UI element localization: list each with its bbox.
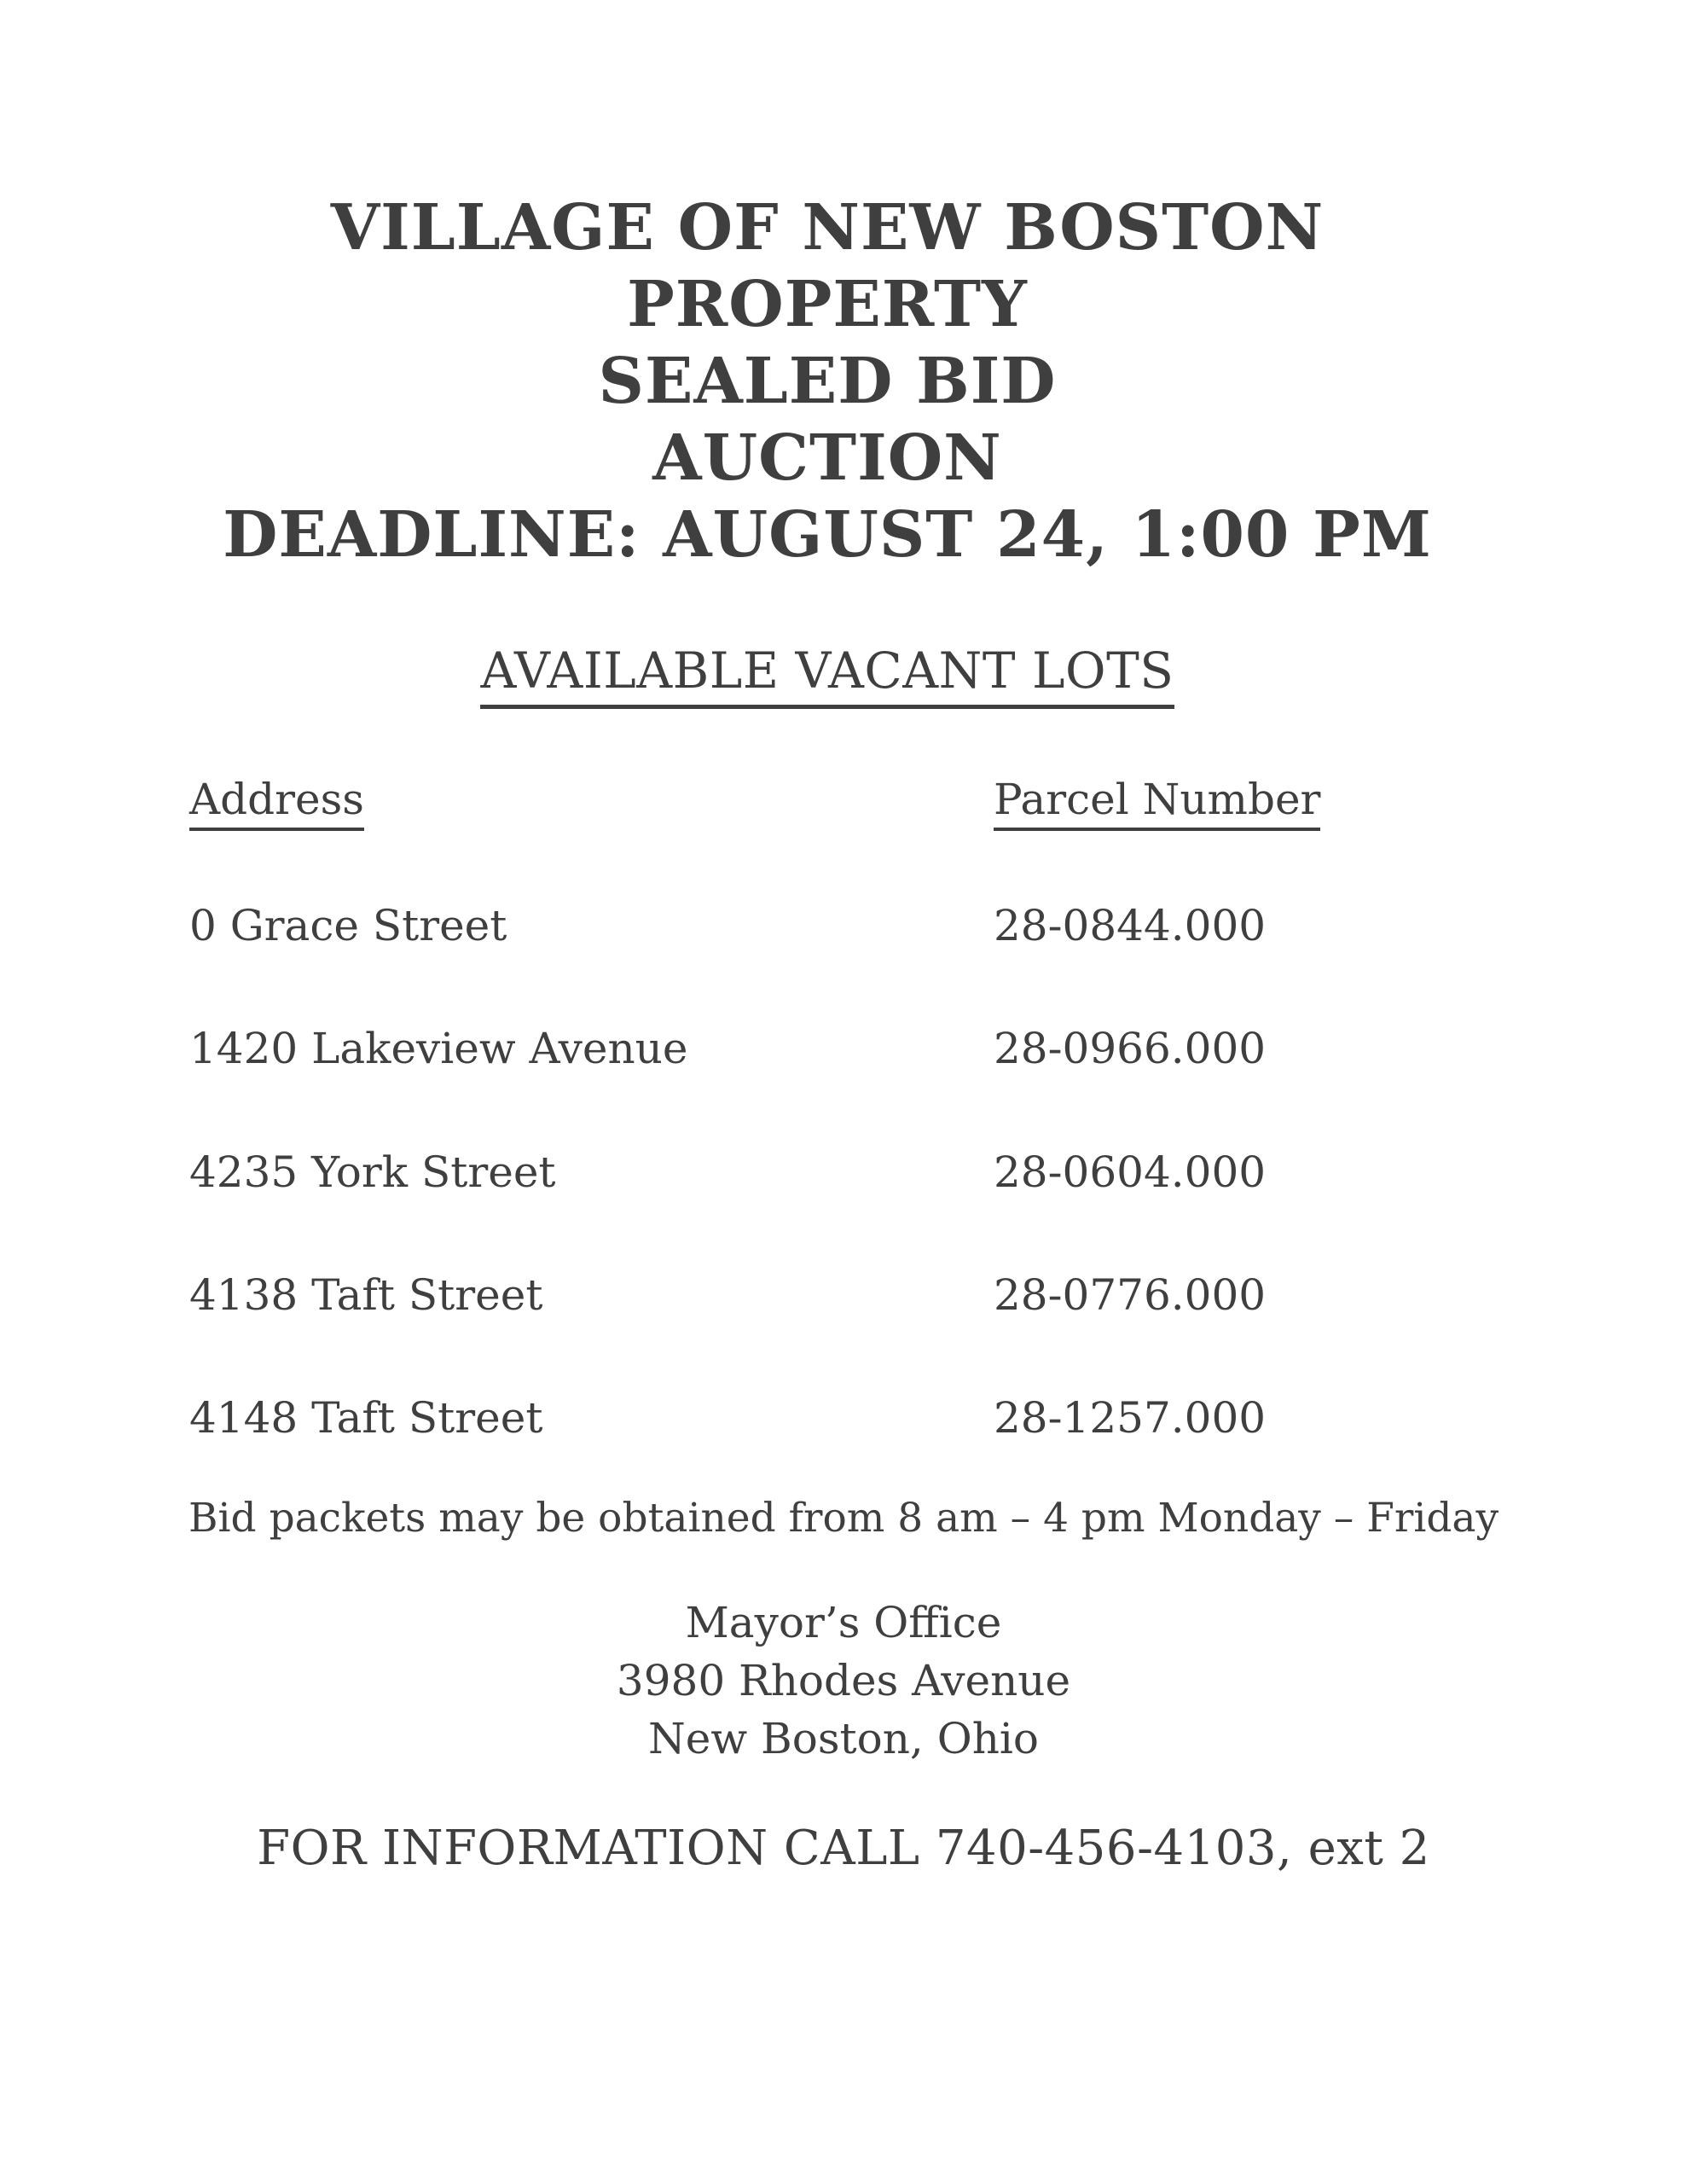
title-line-3: SEALED BID <box>598 345 1057 418</box>
parcel-cell: 28-0604.000 <box>994 1147 1267 1197</box>
address-cell: 4235 York Street <box>189 1147 556 1197</box>
title-line-2: PROPERTY <box>627 268 1028 341</box>
address-cell: 0 Grace Street <box>189 901 507 950</box>
address-cell: 4148 Taft Street <box>189 1393 543 1443</box>
office-line-city: New Boston, Ohio <box>647 1714 1039 1763</box>
address-cell: 4138 Taft Street <box>189 1270 543 1320</box>
parcel-cell: 28-0776.000 <box>994 1270 1267 1320</box>
parcel-cell: 28-0844.000 <box>994 901 1267 950</box>
office-line-name: Mayor’s Office <box>685 1598 1002 1647</box>
title-line-4: AUCTION <box>652 421 1002 495</box>
column-header-address: Address <box>189 775 364 831</box>
address-cell: 1420 Lakeview Avenue <box>189 1024 688 1073</box>
parcel-cell: 28-1257.000 <box>994 1393 1267 1443</box>
title-line-deadline: DEADLINE: AUGUST 24, 1:00 PM <box>223 498 1432 572</box>
title-line-1: VILLAGE OF NEW BOSTON <box>330 191 1325 264</box>
footer-contact: FOR INFORMATION CALL 740-456-4103, ext 2 <box>257 1821 1430 1876</box>
office-address-block <box>0 1594 1687 1768</box>
parcel-cell: 28-0966.000 <box>994 1024 1267 1073</box>
section-heading: AVAILABLE VACANT LOTS <box>480 642 1174 709</box>
section-heading-wrap <box>0 642 1655 709</box>
office-line-street: 3980 Rhodes Avenue <box>616 1656 1071 1705</box>
column-header-parcel: Parcel Number <box>994 775 1320 831</box>
bid-packets-note: Bid packets may be obtained from 8 am – 4 pm Monday – Friday <box>188 1495 1499 1542</box>
document-title <box>0 189 1655 573</box>
